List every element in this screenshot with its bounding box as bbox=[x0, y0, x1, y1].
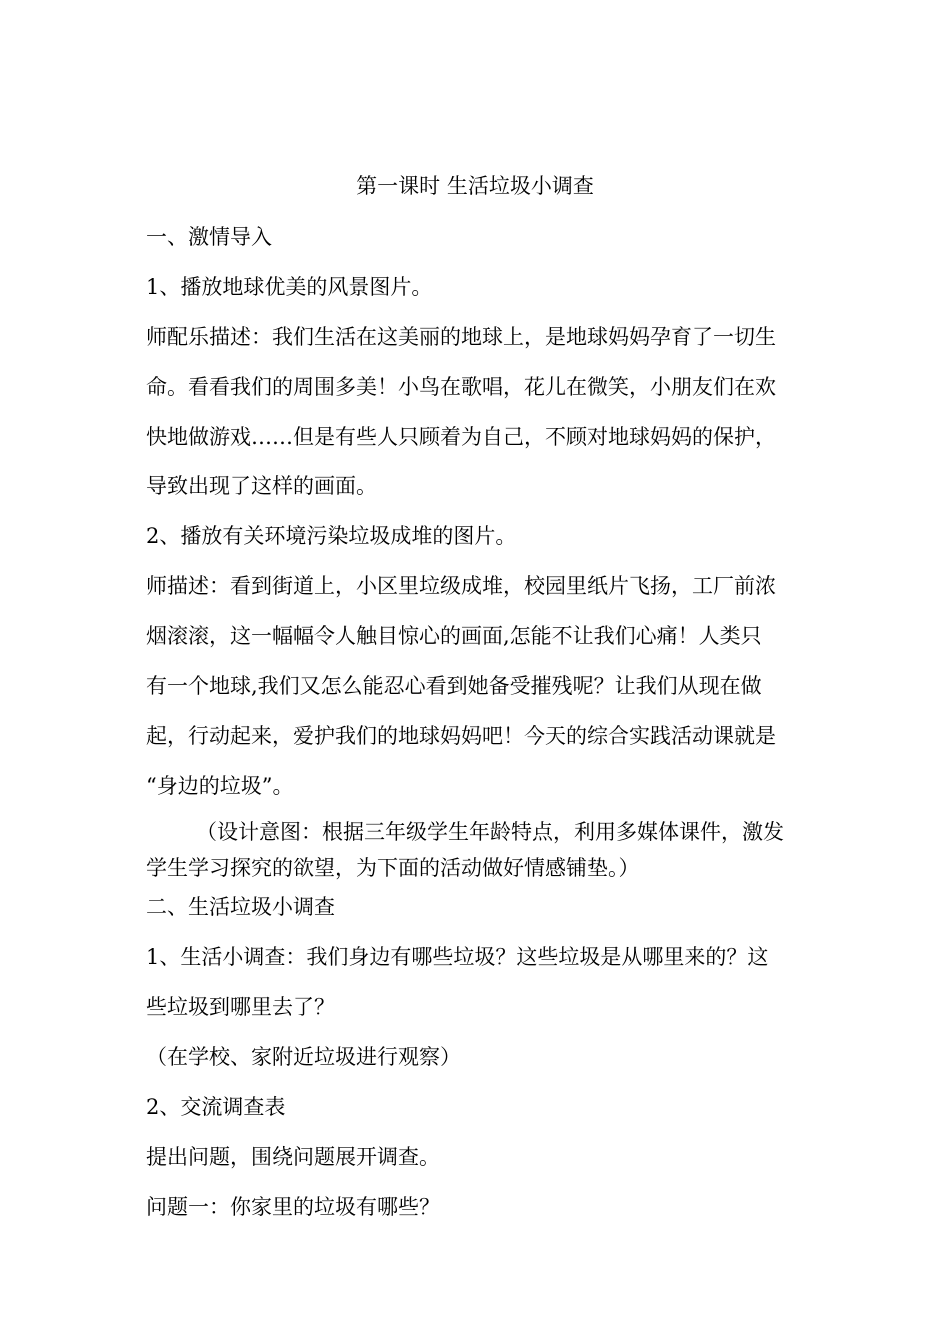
paragraph-line: 起，行动起来，爱护我们的地球妈妈吧！今天的综合实践活动课就是 bbox=[146, 724, 776, 748]
paragraph-line: 师配乐描述：我们生活在这美丽的地球上，是地球妈妈孕育了一切生 bbox=[146, 325, 776, 349]
paragraph-line: 1、生活小调查：我们身边有哪些垃圾？这些垃圾是从哪里来的？这 bbox=[146, 945, 769, 969]
paragraph-line: 快地做游戏……但是有些人只顾着为自己，不顾对地球妈妈的保护， bbox=[146, 425, 776, 449]
paragraph-line: 有一个地球,我们又怎么能忍心看到她备受摧残呢？让我们从现在做 bbox=[146, 674, 762, 698]
paragraph-line: 提出问题，围绕问题展开调查。 bbox=[146, 1145, 440, 1169]
paragraph-line: 师描述：看到街道上，小区里垃级成堆，校园里纸片飞扬，工厂前浓 bbox=[146, 574, 776, 598]
page-title: 第一课时 生活垃圾小调查 bbox=[356, 174, 594, 198]
paragraph-line: “身边的垃圾”。 bbox=[146, 774, 294, 798]
paragraph-line: 命。看看我们的周围多美！小鸟在歌唱，花儿在微笑，小朋友们在欢 bbox=[146, 375, 776, 399]
paragraph-line: 些垃圾到哪里去了？ bbox=[146, 995, 335, 1019]
paragraph-line: （在学校、家附近垃圾进行观察） bbox=[146, 1045, 461, 1069]
paragraph-line: 问题一：你家里的垃圾有哪些？ bbox=[146, 1195, 440, 1219]
paragraph-line: 导致出现了这样的画面。 bbox=[146, 474, 377, 498]
paragraph-line: 2、交流调查表 bbox=[146, 1095, 286, 1119]
section-heading-1: 一、激情导入 bbox=[146, 225, 272, 249]
paragraph-line: 1、播放地球优美的风景图片。 bbox=[146, 275, 433, 299]
paragraph-line: 烟滚滚，这一幅幅令人触目惊心的画面,怎能不让我们心痛！人类只 bbox=[146, 624, 762, 648]
design-note-line: （设计意图：根据三年级学生年龄特点，利用多媒体课件，激发 bbox=[196, 820, 784, 844]
design-note-line: 学生学习探究的欲望，为下面的活动做好情感铺垫。） bbox=[146, 856, 640, 880]
section-heading-2: 二、生活垃圾小调查 bbox=[146, 895, 335, 919]
paragraph-line: 2、播放有关环境污染垃圾成堆的图片。 bbox=[146, 524, 517, 548]
